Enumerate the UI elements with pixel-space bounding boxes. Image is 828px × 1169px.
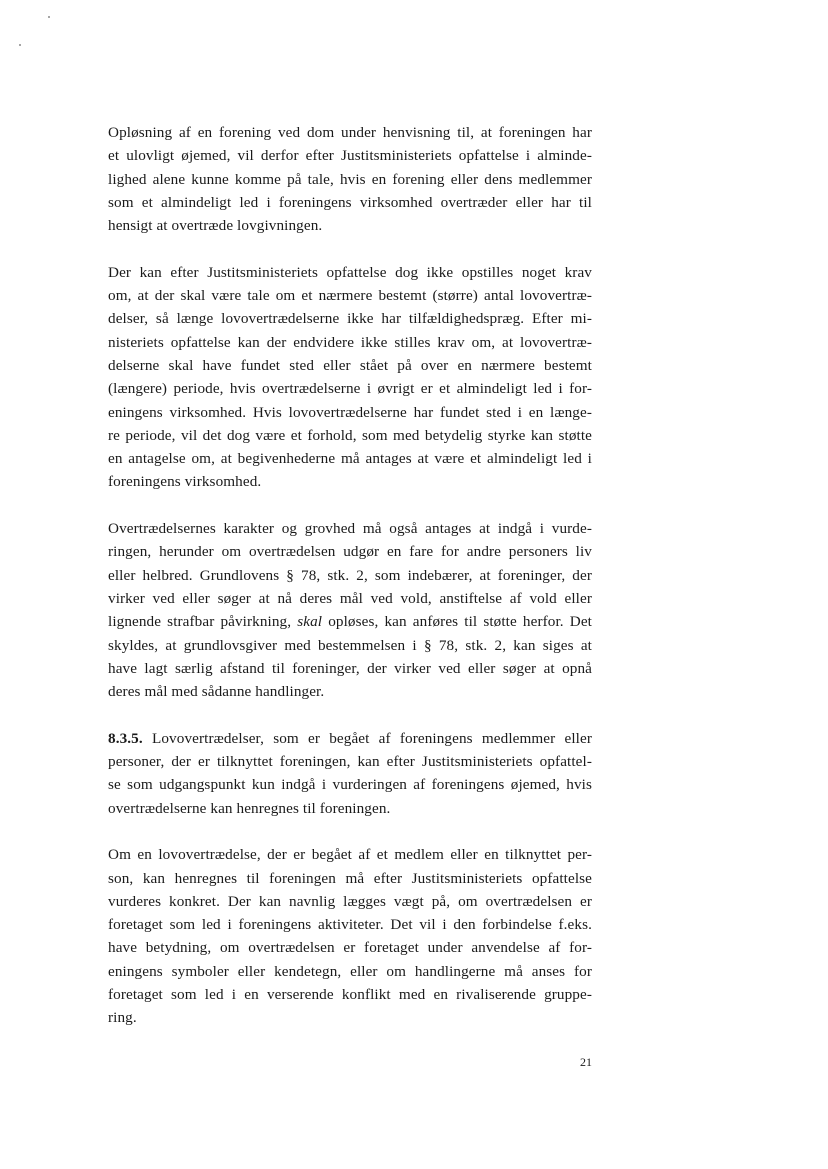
text-line: virker ved eller søger at nå deres mål ved vold, anstiftelse af vold eller [108, 589, 592, 607]
text-line: eller helbred. Grundlovens § 78, stk. 2, som indebærer, at foreninger, der [108, 566, 592, 584]
text-line: en antagelse om, at begivenhederne må antages at være et almindeligt led i [108, 450, 592, 468]
text-line: et ulovligt øjemed, vil derfor efter Justitsministeriets opfattelse i alminde- [108, 147, 592, 165]
paragraph [108, 843, 592, 1029]
text-line: have lagt særlig afstand til foreninger, der virker ved eller søger at opnå [108, 659, 592, 677]
text-line: Overtrædelsernes karakter og grovhed må også antages at indgå i vurde- [108, 520, 592, 538]
text-segment: opløses, kan anføres til støtte herfor. Det [322, 613, 592, 631]
text-line: som et almindeligt led i foreningens virksomhed overtræder eller har til [108, 193, 592, 211]
paragraph [108, 727, 592, 820]
text-line: deres mål med sådanne handlinger. [108, 683, 325, 701]
text-line: (længere) periode, hvis overtrædelserne i øvrigt er et almindeligt led i for- [108, 380, 592, 398]
scan-speck [48, 16, 50, 18]
text-line: foretaget som led i en verserende konflikt med en rivaliserende gruppe- [108, 985, 592, 1003]
paragraph [108, 121, 592, 237]
paragraph-gap [108, 494, 592, 517]
text-line: son, kan henregnes til foreningen må efter Justitsministeriets opfattelse [108, 869, 592, 887]
text-segment: lignende strafbar påvirkning, [108, 613, 298, 631]
section-number: 8.3.5. [108, 729, 143, 747]
emphasized-word: skal [297, 613, 323, 631]
scan-speck [19, 44, 21, 46]
paragraph [108, 261, 592, 494]
text-line: skyldes, at grundlovsgiver med bestemmelsen i § 78, stk. 2, kan siges at [108, 636, 592, 654]
text-line: Om en lovovertrædelse, der er begået af et medlem eller en tilknyttet per- [108, 846, 592, 864]
text-line: ring. [108, 1009, 137, 1027]
paragraph-gap [108, 703, 592, 726]
text-line: ringen, herunder om overtrædelsen udgør en fare for andre personers liv [108, 543, 592, 561]
text-segment: Lovovertrædelser, som er begået af foreningens medlemmer eller [142, 729, 592, 747]
text-line: re periode, vil det dog være et forhold, som med betydelig styrke kan støtte [108, 426, 592, 444]
paragraph-gap [108, 820, 592, 843]
text-line: Opløsning af en forening ved dom under henvisning til, at foreningen har [108, 124, 592, 141]
text-line: eningens virksomhed. Hvis lovovertrædelserne har fundet sted i en længe- [108, 403, 592, 421]
text-line: overtrædelserne kan henregnes til foreningen. [108, 799, 391, 817]
text-line-with-emphasis [108, 610, 592, 633]
text-line: hensigt at overtræde lovgivningen. [108, 217, 323, 235]
paragraph-gap [108, 237, 592, 260]
text-line: om, at der skal være tale om et nærmere bestemt (større) antal lovovertræ- [108, 287, 592, 305]
text-line: vurderes konkret. Der kan navnlig lægges vægt på, om overtrædelsen er [108, 892, 592, 910]
text-line: Der kan efter Justitsministeriets opfattelse dog ikke opstilles noget krav [108, 263, 592, 281]
text-line: eningens symboler eller kendetegn, eller om handlingerne må anses for [108, 962, 592, 980]
text-line: se som udgangspunkt kun indgå i vurderingen af foreningens øjemed, hvis [108, 776, 592, 794]
text-line: delser, så længe lovovertrædelserne ikke har tilfældighedspræg. Efter mi- [108, 310, 592, 328]
text-line: nisteriets opfattelse kan der endvidere ikke stilles krav om, at lovovertræ- [108, 333, 592, 351]
text-line: delserne skal have fundet sted eller stået på over en nærmere bestemt [108, 356, 592, 374]
text-line: foreningens virksomhed. [108, 473, 262, 491]
body-text [108, 121, 592, 1030]
text-line: lighed alene kunne komme på tale, hvis en forening eller dens medlemmer [108, 170, 592, 188]
text-line: foretaget som led i foreningens aktiviteter. Det vil i den forbindelse f.eks. [108, 916, 592, 934]
page-number: 21 [580, 1055, 592, 1069]
text-line: have betydning, om overtrædelsen er foretaget under anvendelse af for- [108, 939, 592, 957]
paragraph [108, 517, 592, 703]
text-line: personer, der er tilknyttet foreningen, kan efter Justitsministeriets opfattel- [108, 753, 592, 771]
text-line-with-section-number [108, 727, 592, 750]
